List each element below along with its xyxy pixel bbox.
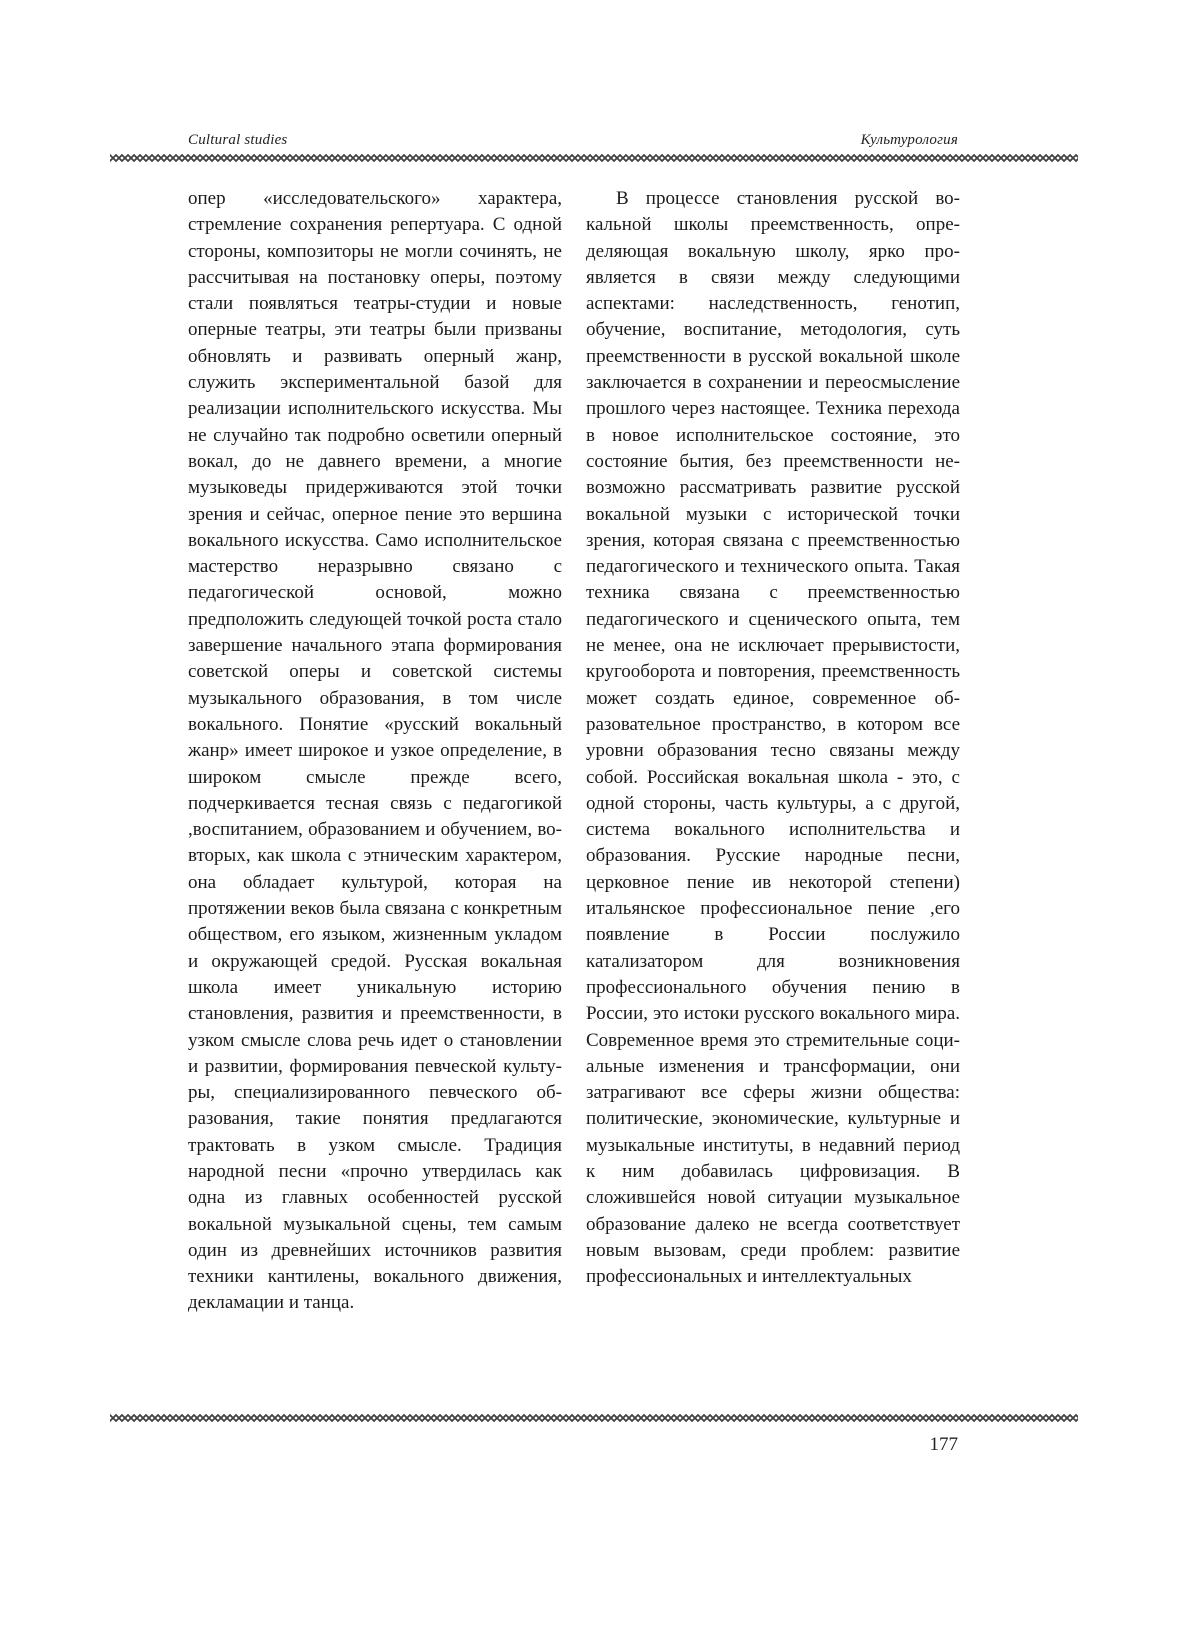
paragraph-right: В процессе становления русской вокальной школы преемственность, определяющая вокальную школу, ярко проявляется в связи между следующими аспектами: наследственность, генотип, обучение, воспитание, методология, суть преемственности в русской вокальной школе заключается в сохранении и переосмысление прошлого через настоящее. Техника перехода в новое исполнительское состояние, это состояние бытия, без преемственности невозможно рассматривать развитие русской вокальной музыки с исторической точки зрения, которая связана с преемственностью педагогического и технического опыта. Такая техника связана с преемственностью педагогического и сценического опыта, тем не менее, она не исключает прерывистости, кругооборота и повторения, преемственность может создать единое, современное образовательное пространство, в котором все уровни образования тесно связаны между собой. Российская вокальная школа - это, с одной стороны, часть культуры, а с другой, система вокального исполнительства и образования. Русские народные песни, церковное пение ив некоторой степени) итальянское профессиональное пение ,его появление в России послужило катализатором для возникновения профессионального обучения пению в России, это истоки русского вокального мира. Современное время это стремительные социальные изменения и трансформации, они затрагивают все сферы жизни общества: политические, экономические, культурные и музыкальные институты, в недавний период к ним добавилась цифровизация. В сложившейся новой ситуации музыкальное образование далеко не всегда соответствует новым вызовам, среди проблем: развитие профессиональных и интеллектуальных [586, 188, 960, 1288]
text-column-right [586, 186, 960, 1290]
ornamental-rule-top [110, 154, 1078, 162]
page-number: 177 [929, 1434, 958, 1455]
paragraph-left: опер «исследовательского» характера, стремление сохранения репертуара. С одной стороны, композиторы не могли сочинять, не рассчитывая на постановку оперы, поэтому стали появляться театры-студии и новые оперные театры, эти театры были призваны обновлять и развивать оперный жанр, служить экспериментальной базой для реализации исполнительского искусства. Мы не случайно так подробно осветили оперный вокал, до не давнего времени, а многие музыковеды придерживаются этой точки зрения и сейчас, оперное пение это вершина вокального искусства. Само исполнительское мастерство неразрывно связано с педагогической основой, можно предположить следующей точкой роста стало завершение начального этапа формирования советской оперы и советской системы музыкального образования, в том числе вокального. Понятие «русский вокальный жанр» имеет широкое и узкое определение, в широком смысле прежде всего, подчеркивается тесная связь с педагогикой ,воспитанием, образованием и обучением, во-вторых, как школа с этническим характером, она обладает культурой, которая на протяжении веков была связана с конкретным обществом, его языком, жизненным укладом и окружающей средой. Русская вокальная школа имеет уникальную историю становления, развития и преемственности, в узком смысле слова речь идет о становлении и развитии, формирования певческой культуры, специализированного певческого образования, такие понятия предлагаются трактовать в узком смысле. Традиция народной песни «прочно утвердилась как одна из главных особенностей русской вокальной музыкальной сцены, тем самым один из древнейших источников развития техники кантилены, вокального движения, декламации и танца. [188, 188, 562, 1314]
running-head-russian: Культурология [860, 132, 958, 148]
ornamental-rule-bottom [110, 1414, 1078, 1422]
running-head-english: Cultural studies [188, 132, 288, 148]
text-column-left [188, 186, 562, 1317]
